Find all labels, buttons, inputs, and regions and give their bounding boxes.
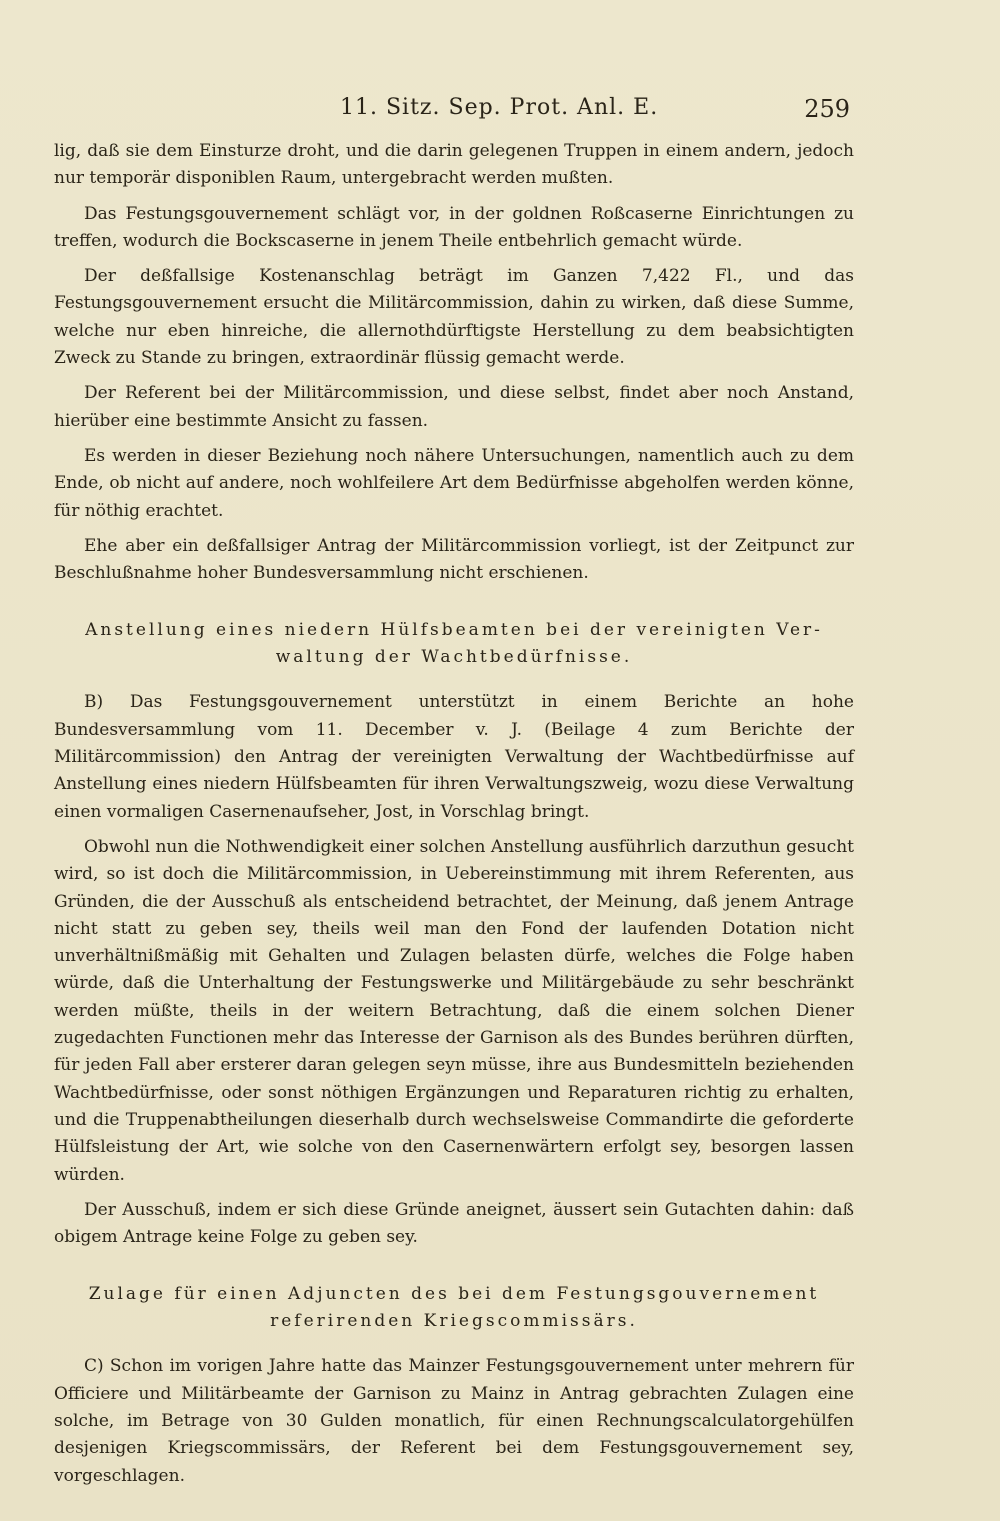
page-header: [0, 95, 1000, 129]
section-heading-line: Anstellung eines niedern Hülfsbeamten bei der vereinigten Ver-: [85, 620, 823, 641]
running-title: 11. Sitz. Sep. Prot. Anl. E.: [340, 95, 659, 120]
section-heading-line: referirenden Kriegscommissärs.: [270, 1311, 638, 1332]
paragraph: C) Schon im vorigen Jahre hatte das Mainzer Festungsgouvernement unter mehrern für Officiere und Militärbeamte der Garnison zu Mainz in Antrag gebrachten Zulagen eine solche, im Betrage von 30 Gulden monatlich, für einen Rechnungscalculatorgehülfen desjenigen Kriegscommissärs, der Referent bei dem Festungsgouvernement sey, vorgeschlagen.: [54, 1356, 854, 1486]
paragraph: Der Ausschuß, indem er sich diese Gründe aneignet, äussert sein Gutachten dahin: daß obigem Antrage keine Folge zu geben sey.: [54, 1199, 854, 1248]
paragraph: Es werden in dieser Beziehung noch nähere Untersuchungen, namentlich auch zu dem Ende, ob nicht auf andere, noch wohlfeilere Art dem Bedürfnisse abgeholfen werden könne, für nöthig erachtet.: [54, 445, 854, 521]
section-heading-line: waltung der Wachtbedürfnisse.: [275, 647, 633, 668]
page-body: [54, 138, 854, 1498]
section-heading-line: Zulage für einen Adjuncten des bei dem Festungsgouvernement: [88, 1284, 820, 1305]
paragraph: Der Referent bei der Militärcommission, und diese selbst, findet aber noch Anstand, hierüber eine bestimmte Ansicht zu fassen.: [54, 383, 854, 431]
paragraph: B) Das Festungsgouvernement unterstützt in einem Berichte an hohe Bundesversammlung vom 11. December v. J. (Beilage 4 zum Berichte der Militärcommission) den Antrag der vereinigten Verwaltung der Wachtbedürfnisse auf Anstellung eines niedern Hülfsbeamten für ihren Verwaltungszweig, wozu diese Verwaltung einen vormaligen Casernenaufseher, Jost, in Vorschlag bringt.: [54, 692, 854, 822]
section-heading: [54, 617, 854, 671]
section-heading: [54, 1281, 854, 1335]
paragraph: Ehe aber ein deßfallsiger Antrag der Militärcommission vorliegt, ist der Zeitpunct zur Beschlußnahme hoher Bundesversammlung nicht erschienen.: [54, 535, 854, 584]
paragraph: lig, daß sie dem Einsturze droht, und die darin gelegenen Truppen in einem andern, jedoch nur temporär disponiblen Raum, untergebracht werden mußten.: [54, 141, 854, 189]
page-number: 259: [804, 95, 850, 123]
paragraph: Das Festungsgouvernement schlägt vor, in der goldnen Roßcaserne Einrichtungen zu treffen, wodurch die Bockscaserne in jenem Theile entbehrlich gemacht würde.: [54, 203, 854, 251]
paragraph: Obwohl nun die Nothwendigkeit einer solchen Anstellung ausführlich darzuthun gesucht wird, so ist doch die Militärcommission, in Uebereinstimmung mit ihrem Referenten, aus Gründen, die der Ausschuß als entscheidend betrachtet, der Meinung, daß jenem Antrage nicht statt zu geben sey, theils weil man den Fond der laufenden Dotation nicht unverhältnißmäßig mit Gehalten und Zulagen belasten dürfe, welches die Folge haben würde, daß die Unterhaltung der Festungswerke und Militärgebäude zu sehr beschränkt werden müßte, theils in der weitern Betrachtung, daß die einem solchen Diener zugedachten Functionen mehr das Interesse der Garnison als des Bundes berühren dürften, für jeden Fall aber ersterer daran gelegen seyn müsse, ihre aus Bundesmitteln beziehenden Wachtbedürfnisse, oder sonst nöthigen Ergänzungen und Reparaturen richtig zu erhalten, und die Truppenabtheilungen dieserhalb durch wechselsweise Commandirte die geforderte Hülfsleistung der Art, wie solche von den Casernenwärtern erfolgt sey, besorgen lassen würden.: [54, 836, 854, 1185]
paragraph: Der deßfallsige Kostenanschlag beträgt im Ganzen 7,422 Fl., und das Festungsgouvernement ersucht die Militärcommission, dahin zu wirken, daß diese Summe, welche nur eben hinreiche, die allernothdürftigste Herstellung zu dem beabsichtigten Zweck zu Stande zu bringen, extraordinär flüssig gemacht werde.: [54, 266, 854, 369]
